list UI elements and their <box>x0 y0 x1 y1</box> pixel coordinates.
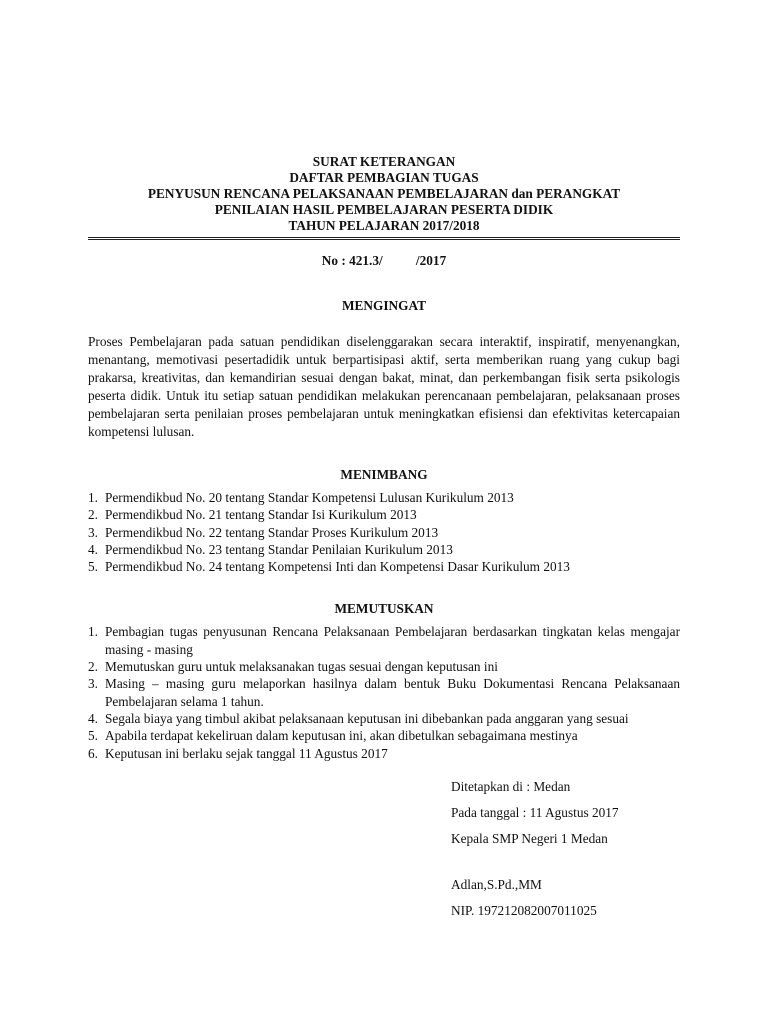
document-page <box>88 154 680 762</box>
list-item-text: Permendikbud No. 22 tentang Standar Proses Kurikulum 2013 <box>105 524 439 540</box>
list-item-number: 3. <box>88 676 98 692</box>
memutuskan-list <box>88 623 680 761</box>
signatory-nip: NIP. 197212082007011025 <box>451 903 597 918</box>
list-item <box>88 541 680 558</box>
list-item-text: Memutuskan guru untuk melaksanakan tugas sesuai dengan keputusan ini <box>105 659 498 675</box>
list-item-text: Keputusan ini berlaku sejak tanggal 11 Agustus 2017 <box>105 745 388 761</box>
signature-date: Pada tanggal : 11 Agustus 2017 <box>451 805 619 820</box>
doc-subtitle: DAFTAR PEMBAGIAN TUGAS <box>289 170 479 185</box>
list-item <box>88 489 680 506</box>
header-divider <box>88 237 680 240</box>
doc-title: SURAT KETERANGAN <box>312 154 456 169</box>
list-item-text: Permendikbud No. 21 tentang Standar Isi Kurikulum 2013 <box>105 507 417 523</box>
list-item-number: 5. <box>88 728 98 744</box>
list-item <box>88 623 680 658</box>
list-item-text: Permendikbud No. 24 tentang Kompetensi Inti dan Kompetensi Dasar Kurikulum 2013 <box>105 559 570 575</box>
signatory-name: Adlan,S.Pd.,MM <box>451 877 542 892</box>
list-item <box>88 524 680 541</box>
list-item-text: Permendikbud No. 23 tentang Standar Penilaian Kurikulum 2013 <box>105 541 453 557</box>
list-item-text: Apabila terdapat kekeliruan dalam keputusan ini, akan dibetulkan sebagaimana mestinya <box>105 728 578 744</box>
list-item <box>88 658 680 675</box>
list-item-number: 1. <box>88 490 98 505</box>
list-item-number: 2. <box>88 659 98 675</box>
list-item-number: 1. <box>88 624 98 640</box>
list-item-number: 4. <box>88 710 98 726</box>
signature-block <box>451 778 619 920</box>
list-item-number: 2. <box>88 507 98 523</box>
list-item-number: 5. <box>88 559 98 575</box>
list-item <box>88 558 680 575</box>
doc-heading-line-4: PENILAIAN HASIL PEMBELAJARAN PESERTA DIDIK <box>214 202 554 217</box>
mengingat-paragraph: Proses Pembelajaran pada satuan pendidikan diselenggarakan secara interaktif, inspiratif, menyenangkan, menantang, memotivasi pesertadidik untuk berpartisipasi aktif, serta memberikan ruang yang cukup bagi prakarsa, kreativitas, dan kemandirian sesuai dengan bakat, minat, dan perkembangan fisik serta psikologis peserta didik. Untuk itu setiap satuan pendidikan melakukan perencanaan pembelajaran, pelaksanaan proses pembelajaran serta penilaian proses pembelajaran untuk meningkatkan efisiensi dan efektivitas ketercapaian kompetensi lulusan. <box>88 334 680 439</box>
signature-position: Kepala SMP Negeri 1 Medan <box>451 831 608 846</box>
list-item-text: Masing – masing guru melaporkan hasilnya dalam bentuk Buku Dokumentasi Rencana Pelaksanaan Pembelajaran selama 1 tahun. <box>105 676 680 709</box>
list-item-text: Pembagian tugas penyusunan Rencana Pelaksanaan Pembelajaran berdasarkan tingkatan kelas mengajar masing - masing <box>105 624 680 657</box>
doc-academic-year: TAHUN PELAJARAN 2017/2018 <box>288 218 480 233</box>
section-title-mengingat: MENGINGAT <box>342 298 426 313</box>
list-item <box>88 506 680 523</box>
doc-heading-line-3: PENYUSUN RENCANA PELAKSANAAN PEMBELAJARAN dan PERANGKAT <box>147 186 621 201</box>
list-item <box>88 727 680 744</box>
list-item-number: 6. <box>88 745 98 761</box>
menimbang-list <box>88 489 680 575</box>
section-title-memutuskan: MEMUTUSKAN <box>334 601 434 617</box>
list-item <box>88 675 680 710</box>
signature-place: Ditetapkan di : Medan <box>451 779 571 794</box>
list-item-text: Permendikbud No. 20 tentang Standar Kompetensi Lulusan Kurikulum 2013 <box>105 490 514 505</box>
list-item <box>88 745 680 762</box>
section-title-menimbang: MENIMBANG <box>340 467 428 482</box>
list-item-number: 4. <box>88 541 98 557</box>
list-item-number: 3. <box>88 524 98 540</box>
list-item-text: Segala biaya yang timbul akibat pelaksanaan keputusan ini dibebankan pada anggaran yang sesuai <box>105 710 629 726</box>
letter-number: No : 421.3/ /2017 <box>321 253 447 268</box>
list-item <box>88 710 680 727</box>
